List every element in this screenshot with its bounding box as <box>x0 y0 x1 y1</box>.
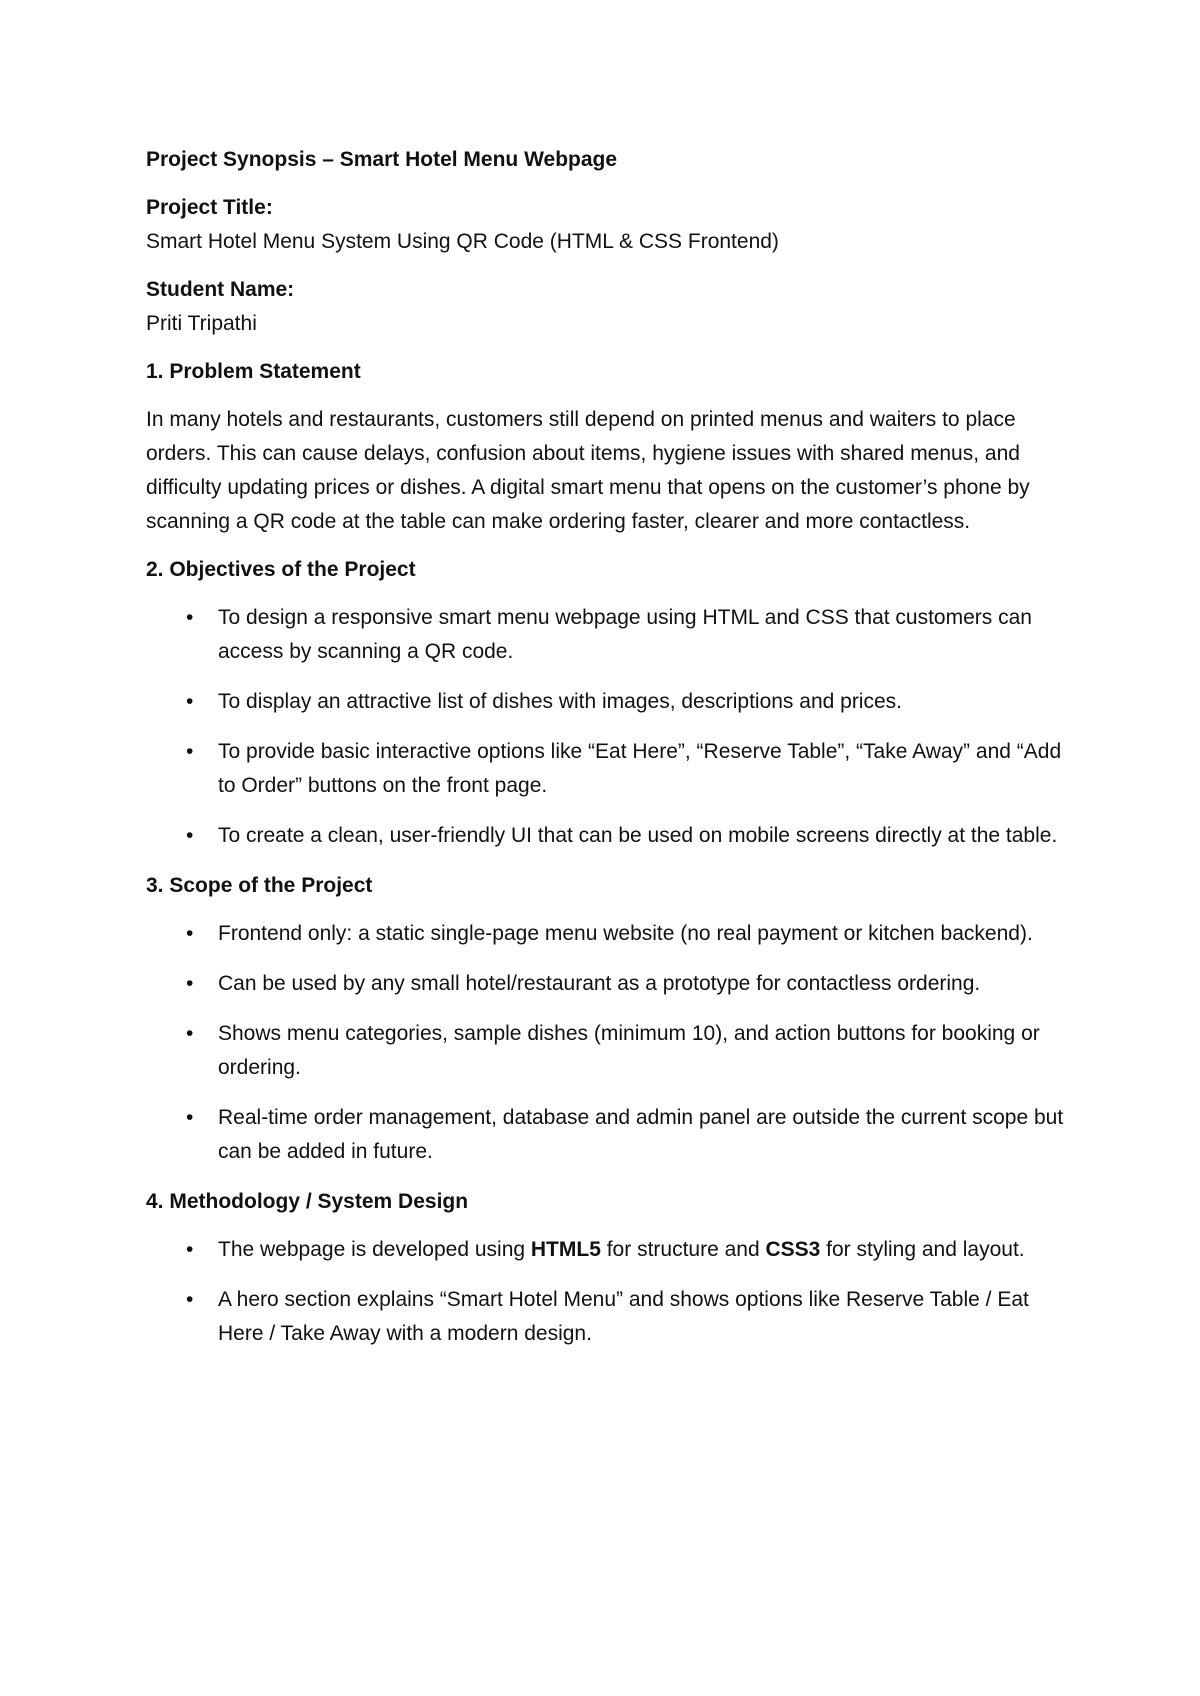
bullet-icon: • <box>186 1238 194 1261</box>
problem-text: In many hotels and restaurants, customers still depend on printed menus and waiters to place orders. This can cause delays, confusion about items, hygiene issues with shared menus, and difficulty updating prices or dishes. A digital smart menu that opens on the customer’s phone by scanning a QR code at the table can make ordering faster, clearer and more contactless. <box>146 408 1030 533</box>
bullet-icon: • <box>186 922 194 945</box>
list-item-text-part: for structure and <box>600 1238 766 1261</box>
html5-term: HTML5 <box>530 1238 601 1261</box>
list-item <box>146 819 1076 853</box>
bullet-icon: • <box>186 972 194 995</box>
list-item <box>146 967 1076 1001</box>
list-item-text: A hero section explains “Smart Hotel Menu” and shows options like Reserve Table / Eat Here / Take Away with a modern design. <box>218 1288 1029 1345</box>
bullet-icon: • <box>186 606 194 629</box>
list-item-text: Frontend only: a static single-page menu website (no real payment or kitchen backend). <box>218 922 1033 945</box>
list-item-text: Shows menu categories, sample dishes (minimum 10), and action buttons for booking or ordering. <box>218 1022 1040 1079</box>
list-item <box>146 685 1076 719</box>
document-page <box>146 143 1076 1367</box>
objectives-list <box>146 601 1076 853</box>
scope-heading: 3. Scope of the Project <box>146 874 373 897</box>
list-item <box>146 1101 1076 1169</box>
bullet-icon: • <box>186 740 194 763</box>
list-item-text: To design a responsive smart menu webpage using HTML and CSS that customers can access by scanning a QR code. <box>218 606 1032 663</box>
list-item-text: Real-time order management, database and admin panel are outside the current scope but can be added in future. <box>218 1106 1064 1163</box>
methodology-list <box>146 1233 1076 1351</box>
list-item-text: To display an attractive list of dishes with images, descriptions and prices. <box>218 690 902 713</box>
list-item <box>146 1233 1076 1267</box>
css3-term: CSS3 <box>765 1238 821 1261</box>
student-name-value: Priti Tripathi <box>146 312 257 335</box>
scope-list <box>146 917 1076 1169</box>
list-item <box>146 1283 1076 1351</box>
list-item <box>146 735 1076 803</box>
bullet-icon: • <box>186 690 194 713</box>
list-item-text: To provide basic interactive options like “Eat Here”, “Reserve Table”, “Take Away” and “Add to Order” buttons on the front page. <box>218 740 1062 797</box>
list-item <box>146 601 1076 669</box>
project-title-value: Smart Hotel Menu System Using QR Code (HTML & CSS Frontend) <box>146 230 779 253</box>
list-item <box>146 1017 1076 1085</box>
project-title-label: Project Title: <box>146 196 273 219</box>
bullet-icon: • <box>186 1106 194 1129</box>
problem-heading: 1. Problem Statement <box>146 360 361 383</box>
list-item-text: Can be used by any small hotel/restaurant as a prototype for contactless ordering. <box>218 972 981 995</box>
document-title: Project Synopsis – Smart Hotel Menu Webpage <box>146 148 618 171</box>
bullet-icon: • <box>186 1022 194 1045</box>
list-item-text: To create a clean, user-friendly UI that can be used on mobile screens directly at the table. <box>218 824 1058 847</box>
list-item-text-part: The webpage is developed using <box>218 1238 531 1261</box>
list-item-text-part: for styling and layout. <box>820 1238 1025 1261</box>
bullet-icon: • <box>186 824 194 847</box>
student-name-label: Student Name: <box>146 278 295 301</box>
list-item <box>146 917 1076 951</box>
bullet-icon: • <box>186 1288 194 1311</box>
objectives-heading: 2. Objectives of the Project <box>146 558 416 581</box>
methodology-heading: 4. Methodology / System Design <box>146 1190 469 1213</box>
